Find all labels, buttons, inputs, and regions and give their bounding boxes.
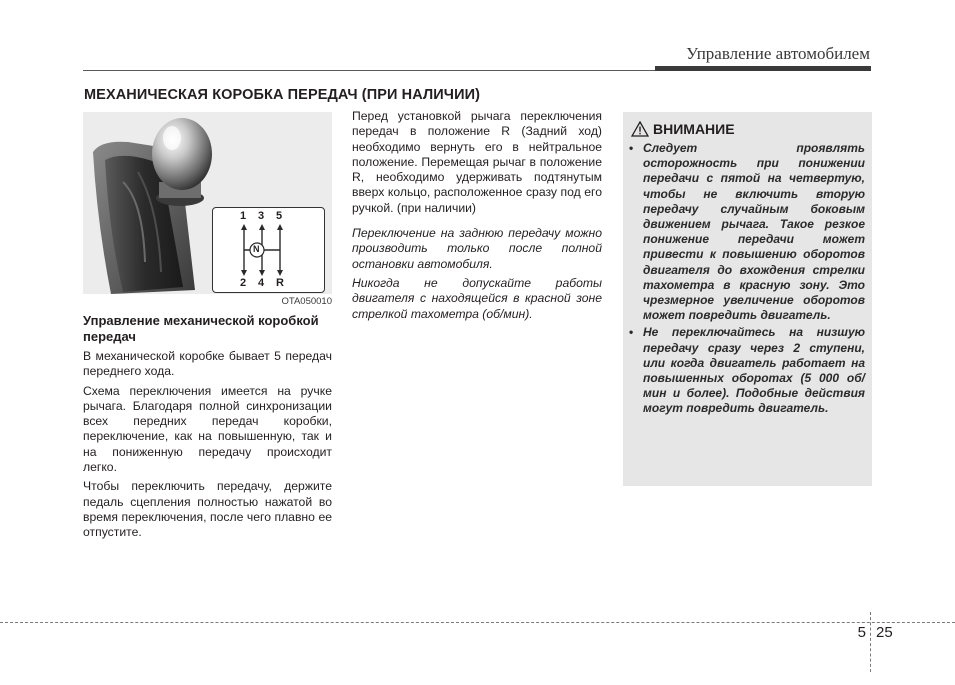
gear-label-1: 1: [240, 210, 247, 222]
footer-rule: [0, 622, 955, 623]
chapter-number: 5: [857, 624, 866, 641]
italic-note: Переключение на заднюю передачу можно производить только после полной остановки автомобиля.: [352, 226, 602, 271]
bullet: •: [629, 325, 634, 340]
gear-label-5: 5: [276, 210, 283, 222]
figure-code: OTA050010: [281, 296, 332, 307]
shift-pattern-diagram: [213, 208, 324, 292]
warning-list: [629, 141, 865, 419]
running-header: Управление автомобилем: [686, 44, 870, 63]
warning-triangle-icon: [631, 121, 649, 137]
middle-column-text: [352, 109, 602, 326]
warning-item-text: Следует проявлять осторожность при понижении передачи с пятой на четвертую, чтобы не включить вторую передачу случайным боковым движением рычага. Такое резкое понижение передачи может привести к повышению оборотов двигателя до вхождения стрелки тахометра в красную зону. Это чрезмерное увеличение оборотов может повредить двигатель.: [643, 141, 865, 323]
page-number: 25: [876, 624, 893, 641]
subsection-heading: Управление механической коробкой передач: [83, 313, 319, 344]
left-column-text: [83, 349, 332, 545]
paragraph: В механической коробке бывает 5 передач переднего хода.: [83, 349, 332, 379]
paragraph: Перед установкой рычага переключения передач в положение R (Задний ход) необходимо вернуть его в нейтральное положение. Перемещая рычаг в положение R, необходимо удерживать подтянутым вверх кольцо, расположенное сразу под его ручкой. (при наличии): [352, 109, 602, 215]
warning-item: [629, 141, 865, 323]
warning-header: [631, 121, 735, 137]
paragraph: Чтобы переключить передачу, держите педаль сцепления полностью нажатой во время переключения, после чего плавно ее отпустите.: [83, 479, 332, 540]
footer-divider: [870, 612, 871, 672]
shift-pattern-inset: [212, 207, 325, 293]
warning-title: ВНИМАНИЕ: [653, 121, 735, 137]
section-title: МЕХАНИЧЕСКАЯ КОРОБКА ПЕРЕДАЧ (ПРИ НАЛИЧИИ): [84, 87, 481, 103]
gear-label-neutral: N: [253, 244, 260, 254]
header-rule: [83, 70, 658, 71]
warning-item: [629, 325, 865, 416]
warning-item-text: Не переключайтесь на низшую передачу сразу через 2 ступени, или когда двигатель работает на повышенных оборотах (5 000 об/мин и более). Подобные действия могут повредить двигатель.: [643, 325, 865, 416]
bullet: •: [629, 141, 634, 155]
warning-box: [623, 112, 872, 486]
italic-note: Никогда не допускайте работы двигателя с находящейся в красной зоне стрелкой тахометра (об/мин).: [352, 275, 602, 321]
gear-label-4: 4: [258, 277, 265, 289]
gear-shifter-figure: [83, 112, 332, 294]
header-accent-bar: [655, 66, 871, 71]
gear-label-reverse: R: [276, 277, 284, 289]
paragraph: Схема переключения имеется на ручке рычага. Благодаря полной синхронизации всех передних передач коробки, переключение, как на повышенную, так и на пониженную передачу происходит легко.: [83, 383, 332, 475]
gear-label-3: 3: [258, 210, 265, 222]
gear-label-2: 2: [240, 277, 247, 289]
